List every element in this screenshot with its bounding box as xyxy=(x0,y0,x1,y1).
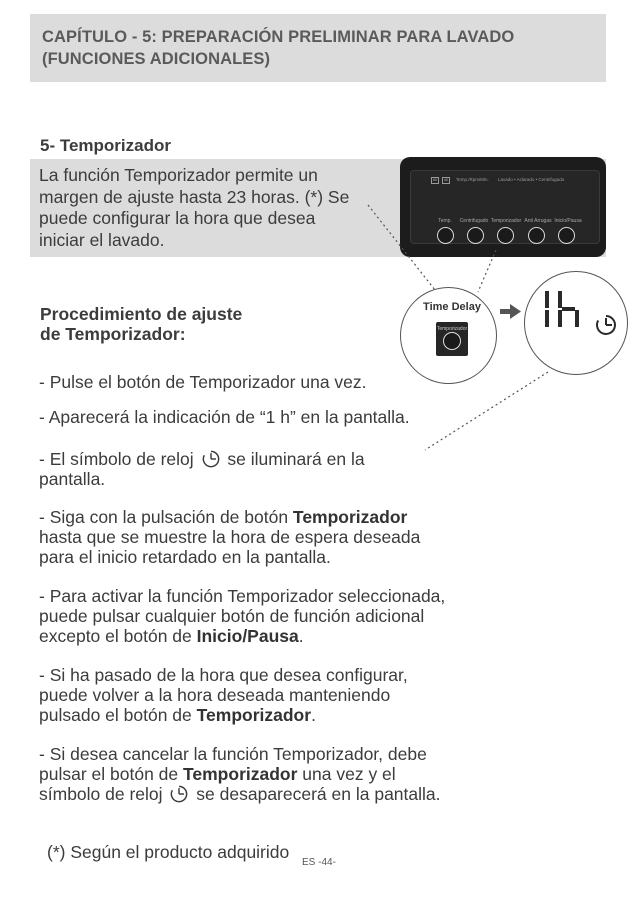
step-6-text-c: pulsado el botón de xyxy=(39,705,197,725)
procedure-title-line-1: Procedimiento de ajuste xyxy=(40,304,243,324)
panel-label-centrifugado: Centrifugado xyxy=(459,218,489,224)
panel-temp-rpm-label: Temp./Rpm/Min. xyxy=(456,177,489,182)
procedure-title-line-2: de Temporizador: xyxy=(40,324,186,344)
arrow-right-icon xyxy=(500,304,521,319)
step-4-text-b: hasta que se muestre la hora de espera deseada xyxy=(39,527,421,547)
step-5-text-d: . xyxy=(298,626,304,646)
panel-tag-60: 60 xyxy=(433,178,437,182)
callout-line-intro xyxy=(368,205,435,290)
step-7-text-d: símbolo de reloj xyxy=(39,784,163,804)
clock-icon xyxy=(170,785,188,803)
page-number: ES -44- xyxy=(302,857,336,868)
display-readout xyxy=(524,271,628,375)
step-6-text-b: puede volver a la hora deseada manteniendo xyxy=(39,685,391,705)
intro-line: puede configurar la hora que desea xyxy=(39,208,316,228)
panel-phase-label: Lavado • Aclarado • Centrifugado xyxy=(498,177,565,182)
step-7-text-e: se desaparecerá en la pantalla. xyxy=(196,784,441,804)
panel-label-temporizador: Temporizador xyxy=(490,218,522,224)
clock-icon xyxy=(202,450,220,468)
panel-label-inicio-pausa: Inicio/Pausa xyxy=(554,218,582,224)
intro-line: La función Temporizador permite un xyxy=(39,165,318,185)
step-3-text-b: se iluminará en la xyxy=(227,449,365,469)
step-3-text-a: - El símbolo de reloj xyxy=(39,449,194,469)
time-delay-label: Time Delay xyxy=(423,301,481,313)
section-title: 5- Temporizador xyxy=(40,136,171,155)
footnote: (*) Según el producto adquirido xyxy=(47,842,290,862)
intro-line: margen de ajuste hasta 23 horas. (*) Se xyxy=(39,186,350,207)
step-5-text-a: - Para activar la función Temporizador seleccionada, xyxy=(39,586,446,606)
step-6-text-d: . xyxy=(311,705,316,725)
step-6-bold: Temporizador xyxy=(196,705,312,725)
panel-tag-40: 40 xyxy=(444,178,448,182)
step-6 xyxy=(39,665,499,725)
step-4 xyxy=(39,507,499,567)
step-5-text-c: excepto el botón de xyxy=(39,626,197,646)
step-4-text-a: - Siga con la pulsación de botón xyxy=(39,507,293,527)
step-2: - Aparecerá la indicación de “1 h” en la pantalla. xyxy=(39,407,410,427)
panel-label-anti-arrugas: Anti Arrugas xyxy=(524,218,552,224)
step-7 xyxy=(39,744,499,804)
step-7-text-a: - Si desea cancelar la función Temporizador, debe xyxy=(39,744,427,764)
time-delay-knob xyxy=(443,332,461,350)
intro-line: iniciar el lavado. xyxy=(39,229,165,250)
panel-label-temp: Temp. xyxy=(438,218,452,224)
step-3-text-c: pantalla. xyxy=(39,469,106,489)
step-4-bold: Temporizador xyxy=(292,507,408,527)
procedure-title xyxy=(40,304,242,344)
step-3 xyxy=(39,449,499,489)
step-5-bold: Inicio/Pausa xyxy=(196,626,299,646)
clock-icon xyxy=(597,316,615,334)
chapter-title-line-1: CAPÍTULO - 5: PREPARACIÓN PRELIMINAR PARA LAVADO xyxy=(42,28,515,46)
step-7-text-c: una vez y el xyxy=(297,764,396,784)
step-7-text-b: pulsar el botón de xyxy=(39,764,183,784)
time-delay-button-label: Temporizador xyxy=(436,326,468,332)
step-1: - Pulse el botón de Temporizador una vez. xyxy=(39,372,367,392)
step-4-text-c: para el inicio retardado en la pantalla. xyxy=(39,547,331,567)
callout-line-panel xyxy=(478,250,496,292)
step-6-text-a: - Si ha pasado de la hora que desea configurar, xyxy=(39,665,408,685)
step-5-text-b: puede pulsar cualquier botón de función adicional xyxy=(39,606,425,626)
chapter-title-line-2: (FUNCIONES ADICIONALES) xyxy=(42,50,271,68)
step-7-bold: Temporizador xyxy=(183,764,298,784)
step-5 xyxy=(39,586,499,646)
